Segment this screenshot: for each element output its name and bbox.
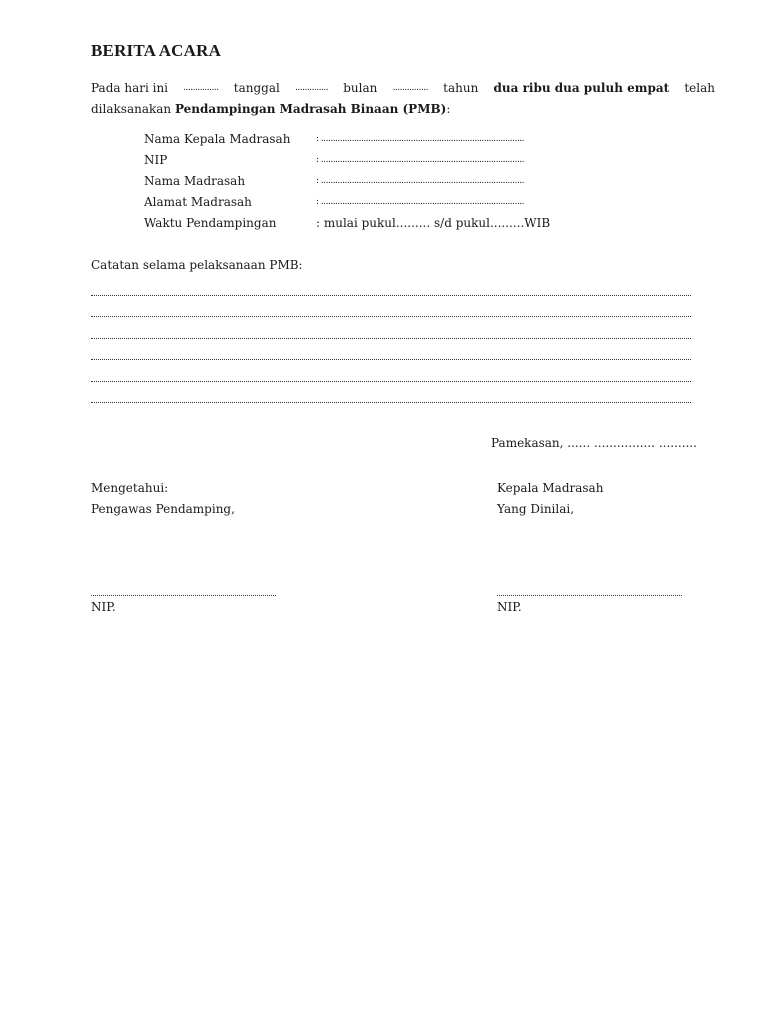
- intro-tahun: tahun: [443, 81, 479, 95]
- field-label: Nama Madrasah: [144, 173, 246, 188]
- signature-line-left: [91, 594, 276, 596]
- intro-colon: :: [446, 102, 451, 116]
- blank-hari: ...............: [183, 83, 219, 93]
- notes-label: Catatan selama pelaksanaan PMB:: [91, 258, 303, 272]
- field-nama-madrasah: [144, 170, 550, 191]
- field-value: : mulai pukul......... s/d pukul.........WIB: [316, 215, 551, 230]
- identity-fields: [144, 128, 550, 233]
- nip-left: NIP.: [91, 600, 116, 614]
- intro-tanggal: tanggal: [233, 81, 280, 95]
- field-label: NIP: [144, 152, 168, 167]
- intro-telah: telah: [684, 81, 715, 95]
- signature-left-line2: Pengawas Pendamping,: [91, 502, 235, 516]
- field-value: : ......................................................................................: [316, 196, 524, 207]
- intro-program-name: Pendampingan Madrasah Binaan (PMB): [174, 102, 447, 116]
- notes-line-6: [91, 401, 691, 403]
- field-label: Nama Kepala Madrasah: [144, 131, 291, 146]
- signature-right-line2: Yang Dinilai,: [497, 502, 575, 516]
- blank-tanggal: ..............: [295, 83, 329, 93]
- nip-right: NIP.: [497, 600, 522, 614]
- intro-line-1: [91, 78, 715, 99]
- place-date: Pamekasan, ...... ................ ..........: [491, 436, 697, 450]
- signature-block-right: [497, 478, 603, 520]
- field-nama-kepala-madrasah: [144, 128, 550, 149]
- notes-line-5: [91, 380, 691, 382]
- field-waktu-pendampingan: [144, 212, 550, 233]
- signature-right-line1: Kepala Madrasah: [497, 481, 604, 495]
- intro-year-text: dua ribu dua puluh empat: [493, 81, 670, 95]
- notes-line-4: [91, 358, 691, 360]
- intro-bulan: bulan: [343, 81, 378, 95]
- field-nip: [144, 149, 550, 170]
- blank-bulan: ...............: [392, 83, 428, 93]
- notes-line-1: [91, 294, 691, 296]
- signature-left-line1: Mengetahui:: [91, 481, 169, 495]
- intro-pada-hari-ini: Pada hari ini: [91, 81, 169, 95]
- field-value: : ......................................................................................: [316, 175, 524, 186]
- notes-line-2: [91, 315, 691, 317]
- intro-line-2: [91, 99, 715, 120]
- field-label: Alamat Madrasah: [144, 194, 252, 209]
- intro-paragraph: [91, 78, 715, 120]
- field-alamat-madrasah: [144, 191, 550, 212]
- signature-line-right: [497, 594, 682, 596]
- field-value: : ......................................................................................: [316, 133, 524, 144]
- intro-dilaksanakan: dilaksanakan: [91, 102, 172, 116]
- field-value: : ......................................................................................: [316, 154, 524, 165]
- document-title: BERITA ACARA: [91, 41, 222, 60]
- notes-line-3: [91, 337, 691, 339]
- signature-block-left: [91, 478, 235, 520]
- field-label: Waktu Pendampingan: [144, 215, 277, 230]
